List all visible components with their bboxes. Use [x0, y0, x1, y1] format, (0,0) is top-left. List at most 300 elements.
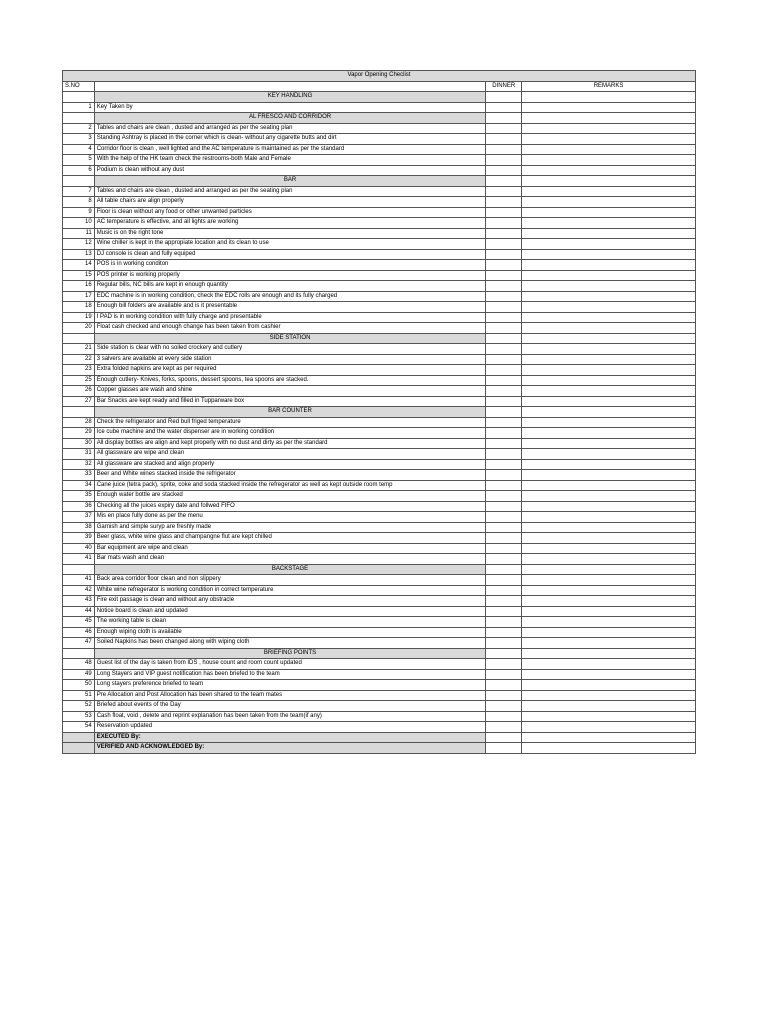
dinner-check-cell[interactable]: [486, 291, 522, 302]
dinner-check-cell[interactable]: [486, 134, 522, 145]
item-task: Reservation updated: [94, 722, 486, 733]
dinner-check-cell[interactable]: [486, 617, 522, 628]
section-blank-cell: [63, 176, 95, 187]
table-row: [63, 438, 696, 449]
dinner-check-cell[interactable]: [486, 554, 522, 565]
item-task: Briefed about events of the Day: [94, 701, 486, 712]
table-row: [63, 512, 696, 523]
dinner-check-cell[interactable]: [486, 596, 522, 607]
item-number: 1: [63, 102, 95, 113]
table-row: [63, 344, 696, 355]
remarks-cell[interactable]: [522, 533, 696, 544]
item-number: 42: [63, 585, 95, 596]
item-task: Checking all the juices expiry date and follwed FIFO: [94, 501, 486, 512]
item-task: Bar mats wash and clean: [94, 554, 486, 565]
remarks-cell[interactable]: [522, 249, 696, 260]
item-number: 26: [63, 386, 95, 397]
dinner-check-cell[interactable]: [486, 543, 522, 554]
table-row: [63, 659, 696, 670]
item-number: 49: [63, 669, 95, 680]
table-row: [63, 291, 696, 302]
item-task: Notice board is clean and updated: [94, 606, 486, 617]
table-row: [63, 701, 696, 712]
table-row: [63, 375, 696, 386]
section-blank-cell: [63, 92, 95, 103]
dinner-check-cell[interactable]: [486, 323, 522, 334]
item-task: Enough cutlery- Knives, forks, spoons, dessert spoons, tea spoons are stacked.: [94, 375, 486, 386]
item-task: Enough water bottle are stacked: [94, 491, 486, 502]
dinner-check-cell[interactable]: [486, 354, 522, 365]
section-heading: BAR COUNTER: [94, 407, 486, 418]
remarks-cell[interactable]: [522, 554, 696, 565]
section-heading: KEY HANDLING: [94, 92, 486, 103]
remarks-cell[interactable]: [522, 228, 696, 239]
item-task: Cash float, void , delete and reprint explanation has been taken from the team(if any): [94, 711, 486, 722]
section-heading: BRIEFING POINTS: [94, 648, 486, 659]
item-number: 20: [63, 323, 95, 334]
table-row: [63, 459, 696, 470]
table-row: [63, 302, 696, 313]
section-row: [63, 176, 696, 187]
item-number: 48: [63, 659, 95, 670]
section-blank-cell: [63, 648, 95, 659]
section-remarks-cell: [522, 176, 696, 187]
dinner-check-cell[interactable]: [486, 428, 522, 439]
item-number: 35: [63, 491, 95, 502]
item-number: 2: [63, 123, 95, 134]
section-dinner-cell: [486, 648, 522, 659]
dinner-check-cell[interactable]: [486, 260, 522, 271]
item-task: Ice cube machine and the water dispenser are in working condition: [94, 428, 486, 439]
item-number: 33: [63, 470, 95, 481]
item-task: Check the refrigerator and Red bull friged temperature: [94, 417, 486, 428]
remarks-cell[interactable]: [522, 522, 696, 533]
table-row: [63, 627, 696, 638]
table-row: [63, 396, 696, 407]
table-row: [63, 543, 696, 554]
signature-dinner-cell[interactable]: [486, 732, 522, 743]
item-number: 9: [63, 207, 95, 218]
item-task: Guest list of the day is taken from IDS , house count and room count updated: [94, 659, 486, 670]
table-row: [63, 102, 696, 113]
table-row: [63, 533, 696, 544]
item-number: 25: [63, 375, 95, 386]
dinner-check-cell[interactable]: [486, 522, 522, 533]
dinner-check-cell[interactable]: [486, 606, 522, 617]
section-row: [63, 648, 696, 659]
table-row: [63, 165, 696, 176]
item-number: 40: [63, 543, 95, 554]
header-remarks: REMARKS: [522, 81, 696, 92]
item-task: EDC machine is in working condition, check the EDC rolls are enough and its fully charged: [94, 291, 486, 302]
dinner-check-cell[interactable]: [486, 470, 522, 481]
item-task: Long Stayers and VIP guest notification has been briefed to the team: [94, 669, 486, 680]
dinner-check-cell[interactable]: [486, 585, 522, 596]
title-row: [63, 71, 696, 82]
remarks-cell[interactable]: [522, 302, 696, 313]
sheet-title: Vapor Opening Checlist: [63, 71, 696, 82]
remarks-cell[interactable]: [522, 575, 696, 586]
table-row: [63, 197, 696, 208]
item-task: POS is in working conditon: [94, 260, 486, 271]
item-number: 21: [63, 344, 95, 355]
section-row: [63, 333, 696, 344]
remarks-cell[interactable]: [522, 543, 696, 554]
dinner-check-cell[interactable]: [486, 155, 522, 166]
remarks-cell[interactable]: [522, 155, 696, 166]
item-task: Standing Ashtray is placed in the corner which is clean- without any cigarette butts and dirt: [94, 134, 486, 145]
item-task: Copper glasses are wash and shine: [94, 386, 486, 397]
item-task: Cane juice (tetra pack), sprite, coke and soda stacked inside the refregerator as well as kept outside room temp: [94, 480, 486, 491]
signature-blank-cell: [63, 732, 95, 743]
table-row: [63, 554, 696, 565]
item-number: 8: [63, 197, 95, 208]
dinner-check-cell[interactable]: [486, 281, 522, 292]
table-row: [63, 144, 696, 155]
signature-row: [63, 732, 696, 743]
table-row: [63, 480, 696, 491]
item-task: Beer and White wines stacked inside the refrigerator: [94, 470, 486, 481]
header-dinner: DINNER: [486, 81, 522, 92]
remarks-cell[interactable]: [522, 144, 696, 155]
item-number: 11: [63, 228, 95, 239]
header-task: [94, 81, 486, 92]
item-number: 3: [63, 134, 95, 145]
remarks-cell[interactable]: [522, 585, 696, 596]
dinner-check-cell[interactable]: [486, 218, 522, 229]
dinner-check-cell[interactable]: [486, 386, 522, 397]
remarks-cell[interactable]: [522, 470, 696, 481]
dinner-check-cell[interactable]: [486, 512, 522, 523]
item-task: White wine refregerator is working condition in correct temperature: [94, 585, 486, 596]
remarks-cell[interactable]: [522, 638, 696, 649]
item-number: 18: [63, 302, 95, 313]
section-remarks-cell: [522, 333, 696, 344]
remarks-cell[interactable]: [522, 207, 696, 218]
remarks-cell[interactable]: [522, 134, 696, 145]
item-number: 17: [63, 291, 95, 302]
dinner-check-cell[interactable]: [486, 375, 522, 386]
remarks-cell[interactable]: [522, 186, 696, 197]
section-heading: AL FRESCO AND CORRIDOR: [94, 113, 486, 124]
header-row: [63, 81, 696, 92]
signature-blank-cell: [63, 743, 95, 754]
dinner-check-cell[interactable]: [486, 638, 522, 649]
table-row: [63, 585, 696, 596]
table-row: [63, 354, 696, 365]
dinner-check-cell[interactable]: [486, 575, 522, 586]
item-number: 7: [63, 186, 95, 197]
item-task: Key Taken by: [94, 102, 486, 113]
item-task: Back area corridor floor clean and non slippery: [94, 575, 486, 586]
remarks-cell[interactable]: [522, 312, 696, 323]
dinner-check-cell[interactable]: [486, 207, 522, 218]
section-blank-cell: [63, 407, 95, 418]
remarks-cell[interactable]: [522, 260, 696, 271]
table-row: [63, 680, 696, 691]
item-task: Side station is clear with no soiled crockery and cutlery: [94, 344, 486, 355]
dinner-check-cell[interactable]: [486, 459, 522, 470]
dinner-check-cell[interactable]: [486, 239, 522, 250]
section-heading: SIDE STATION: [94, 333, 486, 344]
remarks-cell[interactable]: [522, 218, 696, 229]
section-row: [63, 407, 696, 418]
dinner-check-cell[interactable]: [486, 228, 522, 239]
item-task: Garnish and simple suryp are freshly made: [94, 522, 486, 533]
item-task: Wine chiller is kept in the appropiate location and its clean to use: [94, 239, 486, 250]
section-row: [63, 92, 696, 103]
table-row: [63, 449, 696, 460]
remarks-cell[interactable]: [522, 365, 696, 376]
item-task: Pre Allocation and Post Allocation has been shared to the team mates: [94, 690, 486, 701]
dinner-check-cell[interactable]: [486, 680, 522, 691]
remarks-cell[interactable]: [522, 197, 696, 208]
item-number: 19: [63, 312, 95, 323]
dinner-check-cell[interactable]: [486, 438, 522, 449]
item-number: 39: [63, 533, 95, 544]
remarks-cell[interactable]: [522, 270, 696, 281]
table-row: [63, 228, 696, 239]
section-dinner-cell: [486, 407, 522, 418]
item-number: 36: [63, 501, 95, 512]
remarks-cell[interactable]: [522, 501, 696, 512]
item-task: With the help of the HK team check the restrooms-both Male and Female: [94, 155, 486, 166]
item-number: 51: [63, 690, 95, 701]
dinner-check-cell[interactable]: [486, 491, 522, 502]
dinner-check-cell[interactable]: [486, 533, 522, 544]
table-row: [63, 470, 696, 481]
table-row: [63, 417, 696, 428]
dinner-check-cell[interactable]: [486, 197, 522, 208]
section-dinner-cell: [486, 113, 522, 124]
item-number: 45: [63, 617, 95, 628]
remarks-cell[interactable]: [522, 396, 696, 407]
item-task: All display bottles are align and kept properly with no dust and dirty as per the standard: [94, 438, 486, 449]
item-number: 27: [63, 396, 95, 407]
checklist-table: [62, 70, 696, 754]
item-number: 41: [63, 554, 95, 565]
section-remarks-cell: [522, 113, 696, 124]
remarks-cell[interactable]: [522, 323, 696, 334]
dinner-check-cell[interactable]: [486, 480, 522, 491]
remarks-cell[interactable]: [522, 165, 696, 176]
dinner-check-cell[interactable]: [486, 690, 522, 701]
table-row: [63, 123, 696, 134]
item-task: Tables and chairs are clean , dusted and arranged as per the seating plan: [94, 186, 486, 197]
item-task: AC temperature is effective, and all lights are working: [94, 218, 486, 229]
verified-by-label: VERIFIED AND ACKNOWLEDGED By:: [94, 743, 486, 754]
signature-dinner-cell[interactable]: [486, 743, 522, 754]
item-task: All table chairs are align properly: [94, 197, 486, 208]
dinner-check-cell[interactable]: [486, 102, 522, 113]
remarks-cell[interactable]: [522, 428, 696, 439]
dinner-check-cell[interactable]: [486, 270, 522, 281]
table-row: [63, 690, 696, 701]
dinner-check-cell[interactable]: [486, 396, 522, 407]
dinner-check-cell[interactable]: [486, 186, 522, 197]
remarks-cell[interactable]: [522, 627, 696, 638]
item-task: POS printer is working properly: [94, 270, 486, 281]
table-row: [63, 617, 696, 628]
signature-remarks-cell[interactable]: [522, 743, 696, 754]
item-task: All glassware are wipe and clean: [94, 449, 486, 460]
item-task: All glassware are stacked and align properly: [94, 459, 486, 470]
dinner-check-cell[interactable]: [486, 659, 522, 670]
item-task: Podium is clean without any dust: [94, 165, 486, 176]
dinner-check-cell[interactable]: [486, 123, 522, 134]
item-number: 54: [63, 722, 95, 733]
table-row: [63, 638, 696, 649]
item-task: Long stayers preference briefed to team: [94, 680, 486, 691]
dinner-check-cell[interactable]: [486, 669, 522, 680]
remarks-cell[interactable]: [522, 449, 696, 460]
signature-remarks-cell[interactable]: [522, 732, 696, 743]
remarks-cell[interactable]: [522, 291, 696, 302]
remarks-cell[interactable]: [522, 123, 696, 134]
item-task: The working table is clean: [94, 617, 486, 628]
remarks-cell[interactable]: [522, 459, 696, 470]
item-number: 4: [63, 144, 95, 155]
item-task: DJ console is clean and fully equiped: [94, 249, 486, 260]
item-number: 34: [63, 480, 95, 491]
section-heading: BAR: [94, 176, 486, 187]
checklist-body: [63, 71, 696, 754]
item-task: Music is on the right tone: [94, 228, 486, 239]
remarks-cell[interactable]: [522, 606, 696, 617]
remarks-cell[interactable]: [522, 596, 696, 607]
table-row: [63, 428, 696, 439]
remarks-cell[interactable]: [522, 375, 696, 386]
table-row: [63, 722, 696, 733]
table-row: [63, 386, 696, 397]
table-row: [63, 596, 696, 607]
item-task: I PAD is in working condition with fully charge and presentable: [94, 312, 486, 323]
item-task: Floor is clean without any food or other unwanted particles: [94, 207, 486, 218]
section-remarks-cell: [522, 407, 696, 418]
dinner-check-cell[interactable]: [486, 365, 522, 376]
remarks-cell[interactable]: [522, 281, 696, 292]
item-task: Soiled Napkins has been changed along with wiping cloth: [94, 638, 486, 649]
header-sno: S.NO: [63, 81, 95, 92]
item-number: 46: [63, 627, 95, 638]
remarks-cell[interactable]: [522, 417, 696, 428]
item-task: Mis en place fully done as per the menu: [94, 512, 486, 523]
item-number: 52: [63, 701, 95, 712]
table-row: [63, 260, 696, 271]
table-row: [63, 501, 696, 512]
remarks-cell[interactable]: [522, 354, 696, 365]
table-row: [63, 491, 696, 502]
dinner-check-cell[interactable]: [486, 501, 522, 512]
remarks-cell[interactable]: [522, 722, 696, 733]
item-task: Regular bills, NC bills are kept in enough quantity: [94, 281, 486, 292]
item-task: 3 salvers are available at every side station: [94, 354, 486, 365]
item-task: Tables and chairs are clean , dusted and arranged as per the seating plan: [94, 123, 486, 134]
table-row: [63, 155, 696, 166]
item-number: 38: [63, 522, 95, 533]
section-dinner-cell: [486, 333, 522, 344]
table-row: [63, 218, 696, 229]
item-number: 31: [63, 449, 95, 460]
item-number: 41: [63, 575, 95, 586]
dinner-check-cell[interactable]: [486, 144, 522, 155]
table-row: [63, 134, 696, 145]
table-row: [63, 186, 696, 197]
item-number: 29: [63, 428, 95, 439]
item-number: 47: [63, 638, 95, 649]
item-task: Enough wiping cloth is available: [94, 627, 486, 638]
item-number: 32: [63, 459, 95, 470]
remarks-cell[interactable]: [522, 701, 696, 712]
remarks-cell[interactable]: [522, 344, 696, 355]
remarks-cell[interactable]: [522, 386, 696, 397]
remarks-cell[interactable]: [522, 617, 696, 628]
item-number: 6: [63, 165, 95, 176]
dinner-check-cell[interactable]: [486, 344, 522, 355]
item-number: 16: [63, 281, 95, 292]
dinner-check-cell[interactable]: [486, 302, 522, 313]
remarks-cell[interactable]: [522, 680, 696, 691]
remarks-cell[interactable]: [522, 491, 696, 502]
dinner-check-cell[interactable]: [486, 711, 522, 722]
section-blank-cell: [63, 333, 95, 344]
section-row: [63, 564, 696, 575]
item-number: 13: [63, 249, 95, 260]
remarks-cell[interactable]: [522, 690, 696, 701]
table-row: [63, 711, 696, 722]
section-row: [63, 113, 696, 124]
dinner-check-cell[interactable]: [486, 701, 522, 712]
table-row: [63, 365, 696, 376]
remarks-cell[interactable]: [522, 239, 696, 250]
dinner-check-cell[interactable]: [486, 627, 522, 638]
dinner-check-cell[interactable]: [486, 249, 522, 260]
table-row: [63, 270, 696, 281]
remarks-cell[interactable]: [522, 480, 696, 491]
section-dinner-cell: [486, 176, 522, 187]
table-row: [63, 522, 696, 533]
item-number: 30: [63, 438, 95, 449]
item-number: 50: [63, 680, 95, 691]
table-row: [63, 239, 696, 250]
remarks-cell[interactable]: [522, 512, 696, 523]
item-number: 23: [63, 365, 95, 376]
dinner-check-cell[interactable]: [486, 417, 522, 428]
item-task: Fire exit passage is clean and without any obstracle: [94, 596, 486, 607]
table-row: [63, 323, 696, 334]
table-row: [63, 249, 696, 260]
item-number: 10: [63, 218, 95, 229]
remarks-cell[interactable]: [522, 659, 696, 670]
remarks-cell[interactable]: [522, 669, 696, 680]
dinner-check-cell[interactable]: [486, 165, 522, 176]
section-remarks-cell: [522, 648, 696, 659]
item-task: Enough bill folders are available and is it presentable: [94, 302, 486, 313]
table-row: [63, 207, 696, 218]
dinner-check-cell[interactable]: [486, 312, 522, 323]
item-task: Bar equipment are wipe and clean: [94, 543, 486, 554]
table-row: [63, 669, 696, 680]
remarks-cell[interactable]: [522, 711, 696, 722]
remarks-cell[interactable]: [522, 438, 696, 449]
table-row: [63, 606, 696, 617]
executed-by-label: EXECUTED By:: [94, 732, 486, 743]
remarks-cell[interactable]: [522, 102, 696, 113]
section-heading: BACKSTAGE: [94, 564, 486, 575]
section-dinner-cell: [486, 92, 522, 103]
dinner-check-cell[interactable]: [486, 449, 522, 460]
dinner-check-cell[interactable]: [486, 722, 522, 733]
